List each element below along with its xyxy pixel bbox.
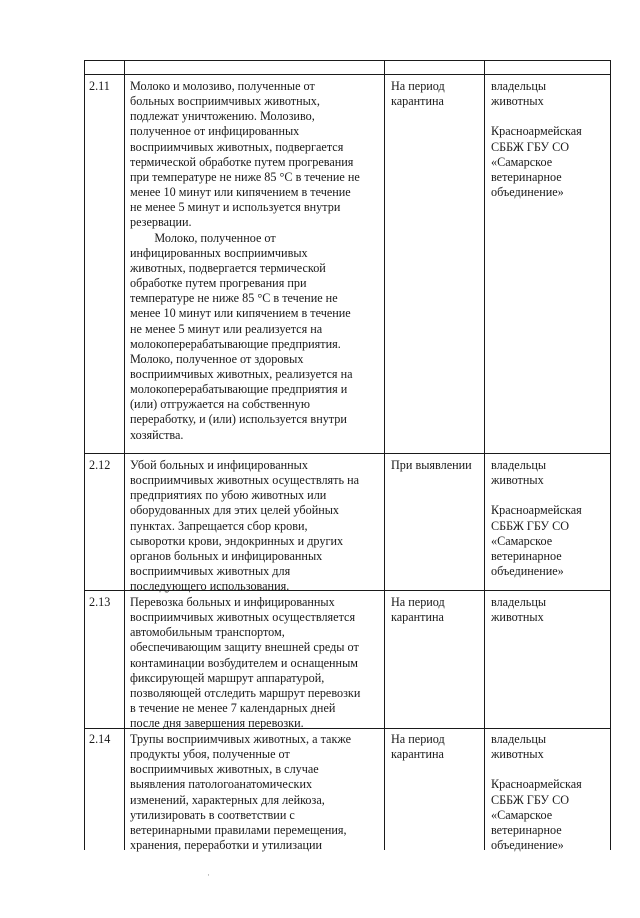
- term-line: На период: [391, 595, 445, 609]
- responsible-line: [491, 488, 582, 503]
- column-divider-number: [124, 60, 125, 850]
- text-line: Молоко, полученное от: [130, 230, 276, 245]
- text-line: термической обработке путем прогревания: [130, 154, 354, 169]
- row-term: [391, 595, 445, 625]
- text-line: (или) отгружается на собственную: [130, 397, 310, 412]
- text-line: хранения, переработки и утилизации: [130, 838, 323, 853]
- responsible-line: [491, 109, 582, 124]
- table-border-left: [84, 60, 85, 850]
- text-line: больных восприимчивых животных,: [130, 94, 320, 109]
- text-line: восприимчивых животных осуществлять на: [130, 473, 360, 488]
- text-line: автомобильным транспортом,: [130, 625, 285, 640]
- text-line: полученное от инфицированных: [130, 124, 300, 139]
- text-line: контаминации возбудителем и оснащенным: [130, 655, 358, 670]
- row-number: 2.11: [89, 79, 110, 93]
- responsible-line: владельцы: [491, 595, 547, 609]
- row-number: 2.14: [89, 732, 111, 746]
- text-line: последующего использования.: [130, 579, 290, 594]
- scan-speck: ·: [207, 870, 210, 880]
- text-line: после дня завершения перевозки.: [130, 716, 304, 731]
- text-line: пунктах. Запрещается сбор крови,: [130, 518, 308, 533]
- text-line: животных, подвергается термической: [130, 260, 326, 275]
- text-line: Трупы восприимчивых животных, а также: [130, 732, 352, 746]
- text-line: Перевозка больных и инфицированных: [130, 595, 335, 609]
- text-line: инфицированных восприимчивых: [130, 245, 308, 260]
- responsible-line: объединение»: [491, 838, 564, 853]
- text-line: менее 10 минут или кипячением в течение: [130, 185, 351, 200]
- responsible-line: «Самарское: [491, 154, 553, 169]
- text-line: восприимчивых животных осуществляется: [130, 610, 356, 625]
- responsible-line: объединение»: [491, 185, 564, 200]
- row-text: [130, 595, 360, 731]
- text-line: восприимчивых животных для: [130, 564, 291, 579]
- text-line: переработку, и (или) используется внутри: [130, 412, 347, 427]
- term-line: карантина: [391, 747, 444, 762]
- text-line: Молоко и молозиво, полученные от: [130, 79, 315, 93]
- text-line: продукты убоя, полученные от: [130, 747, 290, 762]
- text-line: выявления патологоанатомических: [130, 777, 313, 792]
- text-line: изменений, характерных для лейкоза,: [130, 792, 325, 807]
- text-line: Убой больных и инфицированных: [130, 458, 308, 472]
- text-line: Молоко, полученное от здоровых: [130, 351, 304, 366]
- row-responsible: [491, 79, 582, 200]
- row-term: [391, 458, 472, 473]
- responsible-line: Красноармейская: [491, 124, 582, 139]
- row-term: [391, 732, 445, 762]
- responsible-line: владельцы: [491, 458, 547, 472]
- row-text: [130, 458, 359, 594]
- responsible-line: ветеринарное: [491, 548, 562, 563]
- responsible-line: СББЖ ГБУ СО: [491, 139, 570, 154]
- responsible-line: владельцы: [491, 79, 547, 93]
- text-line: обеспечивающим защиту внешней среды от: [130, 640, 359, 655]
- row-responsible: [491, 595, 546, 625]
- responsible-line: ветеринарное: [491, 822, 562, 837]
- text-line: не менее 5 минут и используется внутри: [130, 200, 341, 215]
- column-divider-term: [484, 60, 485, 850]
- row-term: [391, 79, 445, 109]
- text-line: температуре не ниже 85 °С в течение не: [130, 291, 338, 306]
- responsible-line: Красноармейская: [491, 503, 582, 518]
- table-top-border: [84, 60, 611, 61]
- responsible-line: ветеринарное: [491, 169, 562, 184]
- row-responsible: [491, 458, 582, 579]
- text-line: при температуре не ниже 85 °С в течение не: [130, 169, 360, 184]
- term-line: На период: [391, 732, 445, 746]
- text-line: менее 10 минут или кипячением в течение: [130, 306, 351, 321]
- row-text: [130, 732, 351, 853]
- text-line: резервации.: [130, 215, 192, 230]
- text-line: обработке путем прогревания при: [130, 276, 307, 291]
- text-line: восприимчивых животных, подвергается: [130, 139, 344, 154]
- term-line: карантина: [391, 610, 444, 625]
- column-divider-text: [384, 60, 385, 850]
- responsible-line: «Самарское: [491, 807, 553, 822]
- text-line: восприимчивых животных, реализуется на: [130, 366, 353, 381]
- responsible-line: СББЖ ГБУ СО: [491, 518, 570, 533]
- term-line: При выявлении: [391, 458, 472, 472]
- responsible-line: животных: [491, 94, 544, 109]
- term-line: На период: [391, 79, 445, 93]
- responsible-line: [491, 762, 582, 777]
- text-line: ветеринарными правилами перемещения,: [130, 822, 347, 837]
- text-line: молокоперерабатывающие предприятия и: [130, 382, 348, 397]
- responsible-line: Красноармейская: [491, 777, 582, 792]
- text-line: восприимчивых животных, в случае: [130, 762, 319, 777]
- row-text: [130, 79, 360, 443]
- text-line: молокоперерабатывающие предприятия.: [130, 336, 341, 351]
- text-line: оборудованных для этих целей убойных: [130, 503, 340, 518]
- responsible-line: животных: [491, 747, 544, 762]
- responsible-line: животных: [491, 610, 544, 625]
- row-responsible: [491, 732, 582, 853]
- row-border-2-12: [84, 453, 611, 454]
- responsible-line: объединение»: [491, 564, 564, 579]
- text-line: предприятиях по убою животных или: [130, 488, 327, 503]
- table-border-right: [610, 60, 611, 850]
- text-line: фиксирующей маршрут аппаратурой,: [130, 670, 325, 685]
- text-line: органов больных и инфицированных: [130, 548, 323, 563]
- text-line: хозяйства.: [130, 427, 184, 442]
- responsible-line: животных: [491, 473, 544, 488]
- text-line: в течение не менее 7 календарных дней: [130, 701, 336, 716]
- header-row-border: [84, 74, 611, 75]
- responsible-line: СББЖ ГБУ СО: [491, 792, 570, 807]
- text-line: позволяющей отследить маршрут перевозки: [130, 685, 361, 700]
- text-line: сыворотки крови, эндокринных и других: [130, 533, 344, 548]
- row-number: 2.12: [89, 458, 111, 472]
- text-line: подлежат уничтожению. Молозиво,: [130, 109, 315, 124]
- term-line: карантина: [391, 94, 444, 109]
- row-number: 2.13: [89, 595, 111, 609]
- text-line: не менее 5 минут или реализуется на: [130, 321, 323, 336]
- text-line: утилизировать в соответствии с: [130, 807, 295, 822]
- responsible-line: «Самарское: [491, 533, 553, 548]
- responsible-line: владельцы: [491, 732, 547, 746]
